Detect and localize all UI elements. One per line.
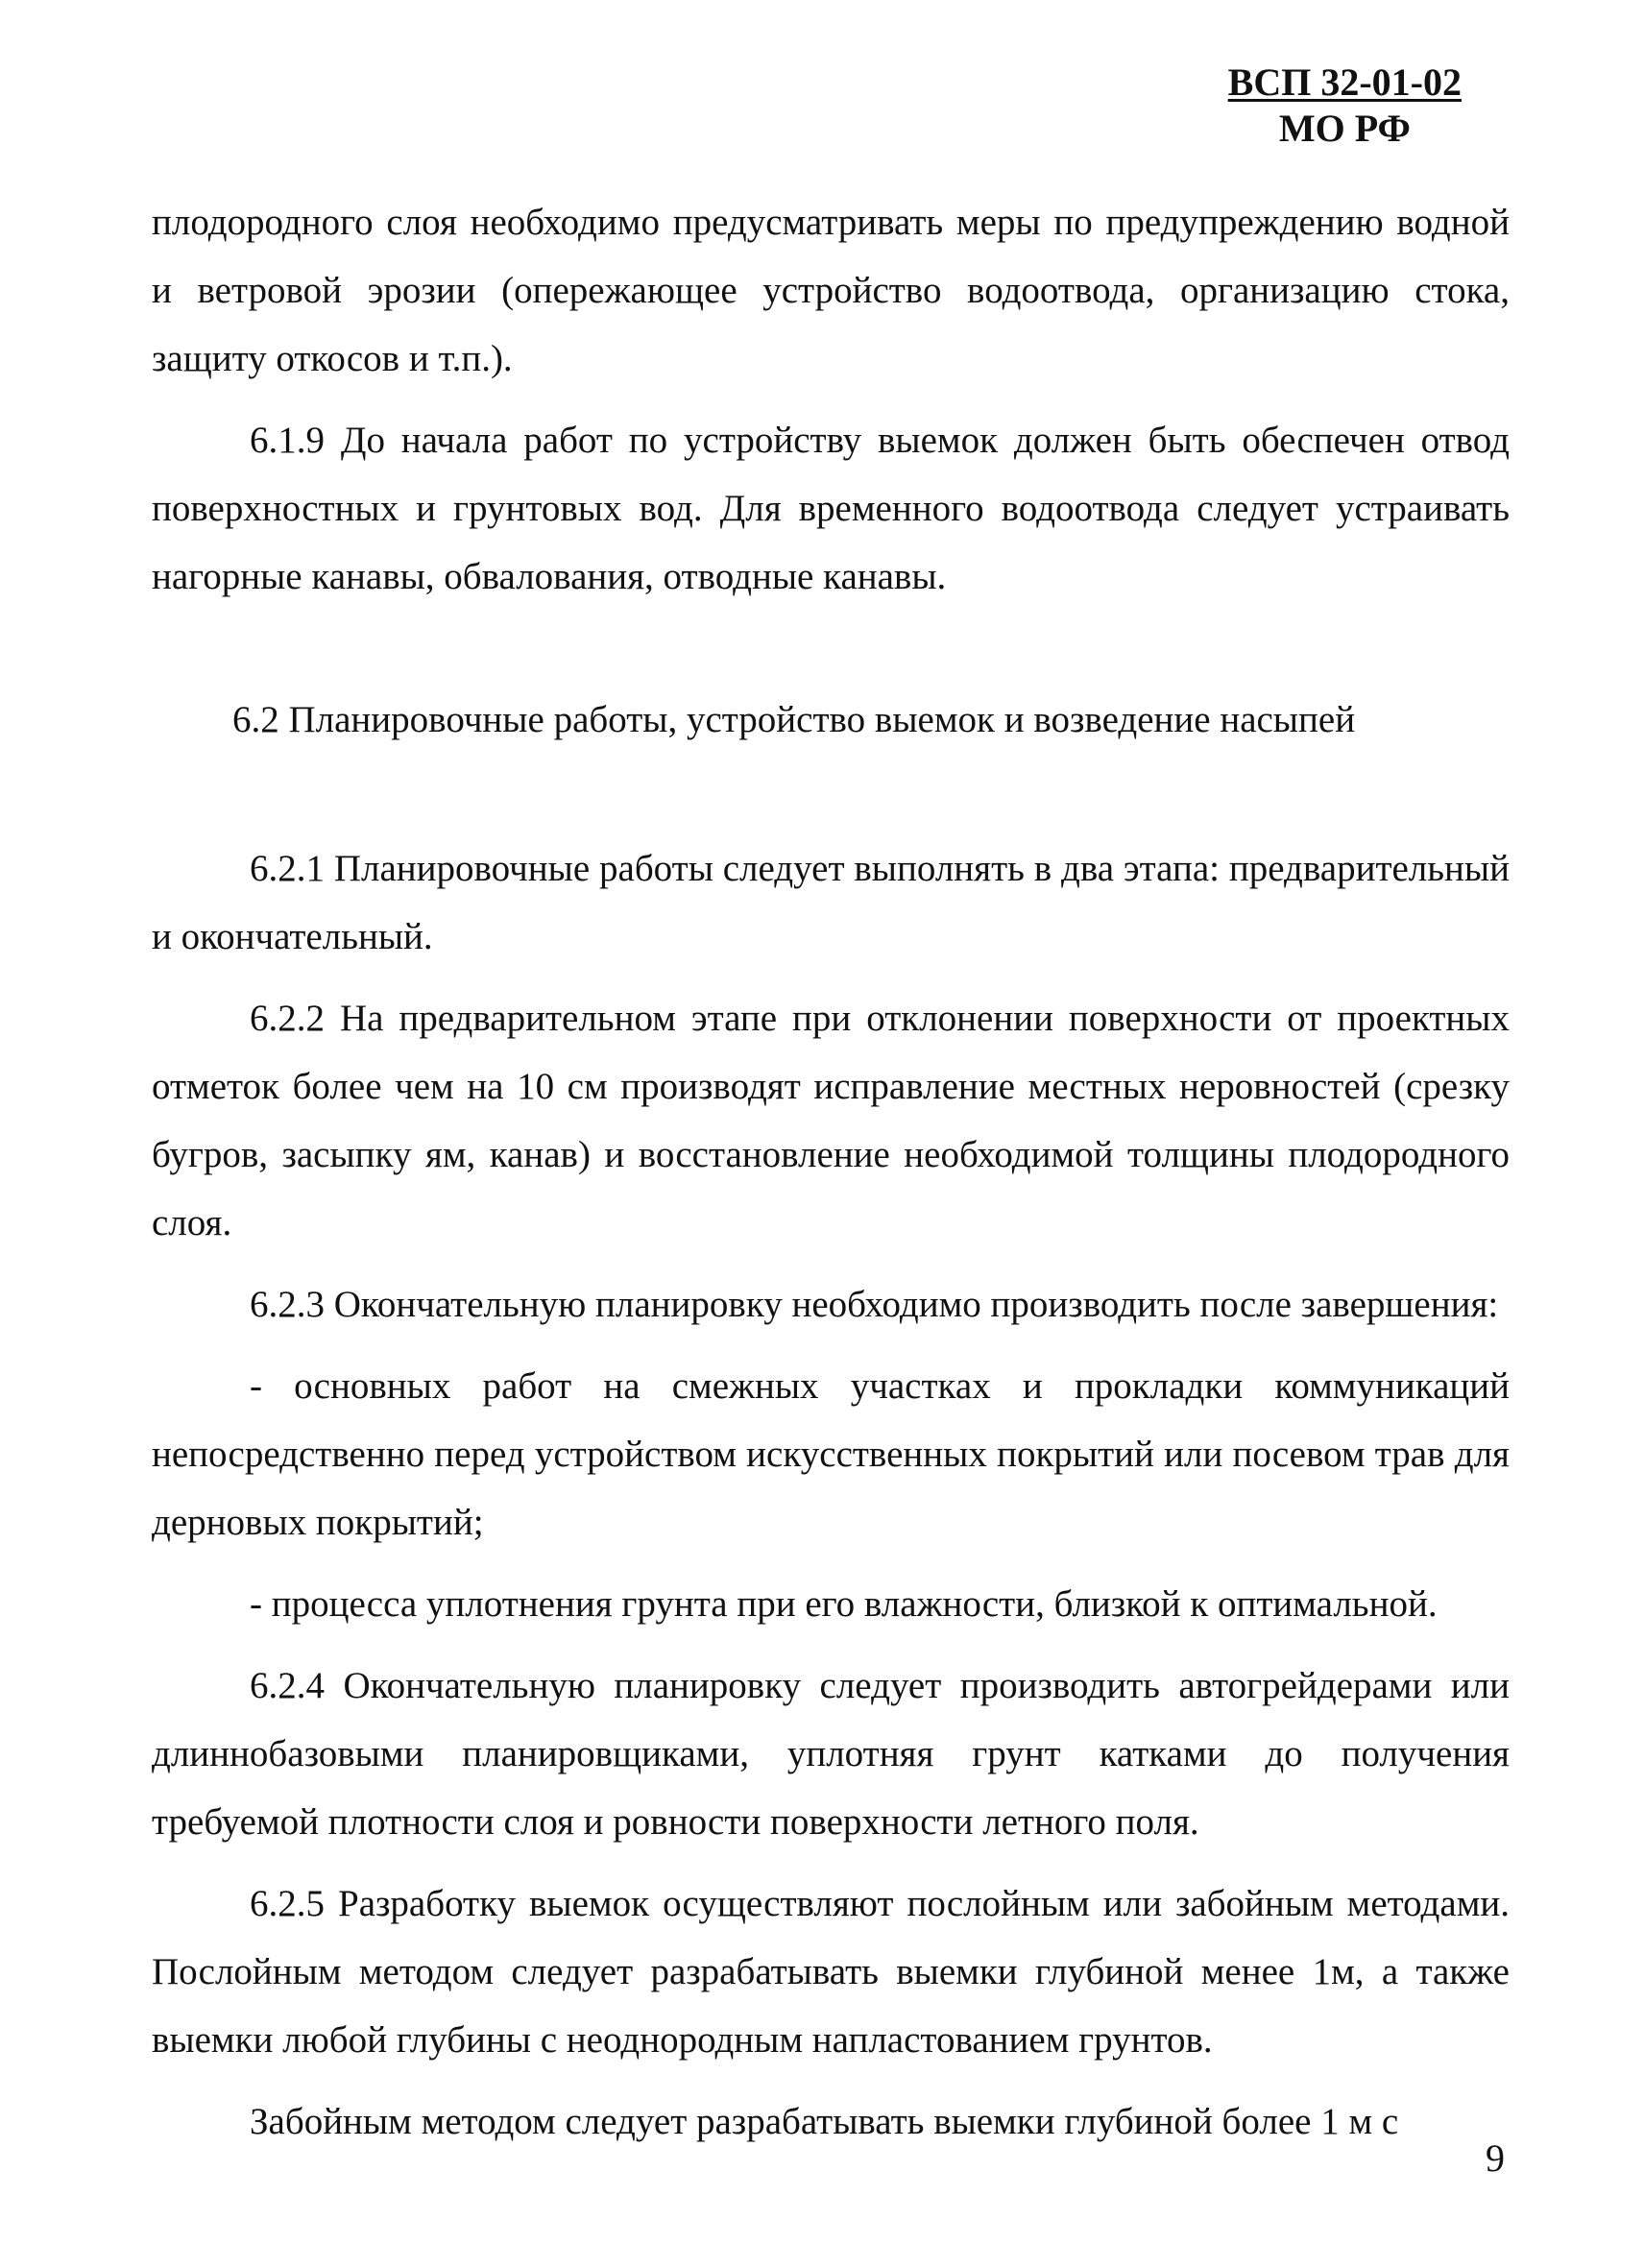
section-heading-6-2: 6.2 Планировочные работы, устройство выемок и возведение насыпей <box>232 699 1356 740</box>
document-header <box>1228 60 1462 152</box>
list-item-compaction: - процесса уплотнения грунта при его влажности, близкой к оптимальной. <box>250 1583 1438 1625</box>
document-code: ВСП 32-01-02 <box>1227 60 1462 104</box>
paragraph-6-2-5: 6.2.5 Разработку выемок осуществляют послойным или забойным методами. Послойным методом следует разрабатывать выемки глубиной менее 1м, а также выемки любой глубины с неоднородным напластованием грунтов. <box>152 1883 1510 2061</box>
paragraph-6-2-4: 6.2.4 Окончательную планировку следует производить автогрейдерами или длиннобазовыми планировщиками, уплотняя грунт катками до получения требуемой плотности слоя и ровности поверхности летного поля. <box>152 1665 1510 1843</box>
page-number: 9 <box>1486 2136 1505 2180</box>
paragraph-6-2-1: 6.2.1 Планировочные работы следует выполнять в два этапа: предварительный и окончательный. <box>152 848 1510 957</box>
paragraph-6-1-9: 6.1.9 До начала работ по устройству выемок должен быть обеспечен отвод поверхностных и грунтовых вод. Для временного водоотвода следует устраивать нагорные канавы, обвалования, отводные канавы. <box>152 420 1510 597</box>
paragraph-6-2-2: 6.2.2 На предварительном этапе при отклонении поверхности от проектных отметок более чем на 10 см производят исправление местных неровностей (срезку бугров, засыпку ям, канав) и восстановление необходимой толщины плодородного слоя. <box>152 998 1510 1243</box>
document-body <box>152 188 1510 2156</box>
document-organization: МО РФ <box>1278 107 1411 150</box>
paragraph-6-2-3: 6.2.3 Окончательную планировку необходимо производить после завершения: <box>250 1284 1499 1325</box>
paragraph-continuation: плодородного слоя необходимо предусматривать меры по предупреждению водной и ветровой эрозии (опережающее устройство водоотвода, организацию стока, защиту откосов и т.п.). <box>152 202 1510 379</box>
paragraph-face-method: Забойным методом следует разрабатывать выемки глубиной более 1 м с <box>250 2101 1399 2142</box>
list-item-main-works: - основных работ на смежных участках и прокладки коммуникаций непосредственно перед устройством искусственных покрытий или посевом трав для дерновых покрытий; <box>152 1365 1510 1543</box>
